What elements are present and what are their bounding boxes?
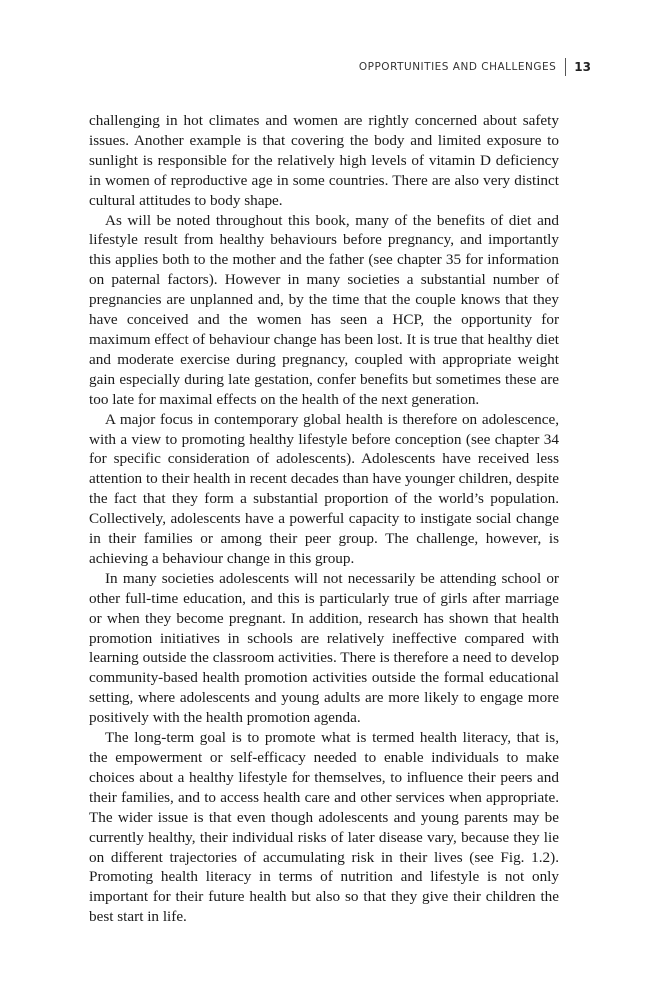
running-header — [359, 58, 591, 76]
body-text — [89, 111, 559, 927]
section-title: OPPORTUNITIES AND CHALLENGES — [358, 61, 557, 73]
header-divider — [565, 58, 566, 76]
paragraph: In many societies adolescents will not necessarily be attending school or other full-time education, and this is particularly true of girls after marriage or when they become pregnant. In addition, research has shown that health promotion initiatives in schools are relatively ineffective compared with learning outside the classroom activities. There is therefore a need to develop community-based health promotion activities outside the formal educational setting, where adolescents and young adults are more likely to engage more positively with the health promotion agenda. — [89, 569, 559, 727]
paragraph: A major focus in contemporary global health is therefore on adolescence, with a view to promoting healthy lifestyle before conception (see chapter 34 for specific consideration of adolescents). Adolescents have received less attention to their health in recent decades than have younger children, despite the fact that they form a substantial proportion of the world’s population. Collectively, adolescents have a powerful capacity to instigate social change in their families or among their peer group. The challenge, however, is achieving a behaviour change in this group. — [89, 410, 559, 567]
paragraph: challenging in hot climates and women are rightly concerned about safety issues. Another example is that covering the body and limited exposure to sunlight is responsible for the relatively high levels of vitamin D deficiency in women of reproductive age in some countries. There are also very distinct cultural attitudes to body shape. — [89, 112, 559, 209]
paragraph: As will be noted throughout this book, many of the benefits of diet and lifestyle result from healthy behaviours before pregnancy, and importantly this applies both to the mother and the father (see chapter 35 for information on paternal factors). However in many societies a substantial number of pregnancies are unplanned and, by the time that the couple knows that they have conceived and the women has seen a HCP, the opportunity for maximum effect of behaviour change has been lost. It is true that healthy diet and moderate exercise during pregnancy, coupled with appropriate weight gain especially during late gestation, confer benefits but sometimes these are too late for maximal effects on the health of the next generation. — [89, 211, 559, 408]
paragraph: The long-term goal is to promote what is termed health literacy, that is, the empowerment or self-efficacy needed to enable individuals to make choices about a healthy lifestyle for themselves, to influence their peers and their families, and to access health care and other services when appropriate. The wider issue is that even though adolescents and young parents may be currently healthy, their individual risks of later disease vary, because they lie on different trajectories of accumulating risk in their lives (see Fig. 1.2). Promoting health literacy in terms of nutrition and lifestyle is not only important for their future health but also so that they give their children the best start in life. — [89, 729, 559, 926]
page-number: 13 — [574, 60, 591, 74]
